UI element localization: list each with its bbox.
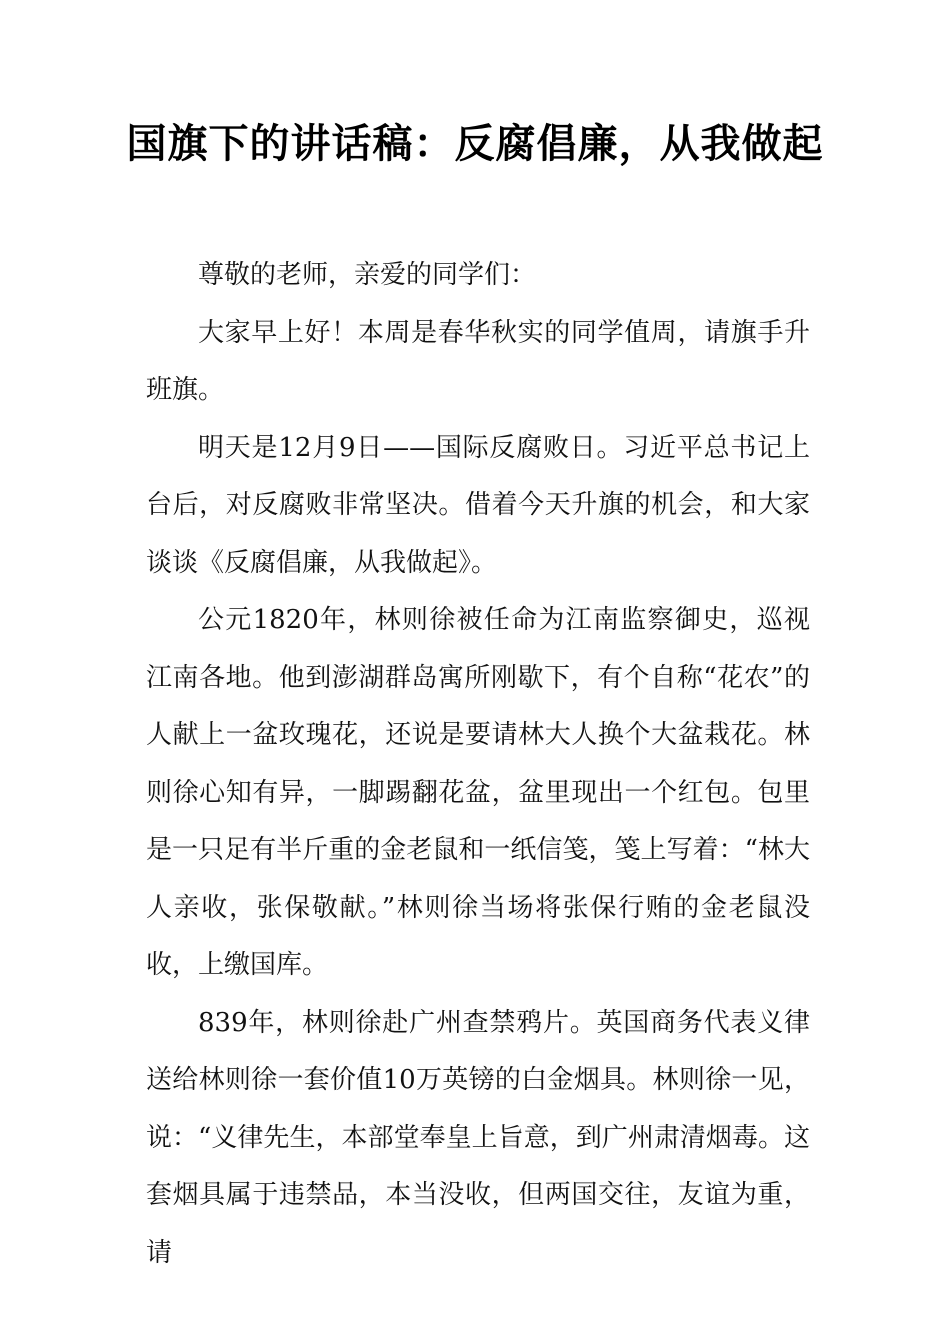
paragraph-salutation: 尊敬的老师，亲爱的同学们：: [198, 260, 537, 290]
paragraph-platinum-pipe-story: 839年，林则徐赴广州查禁鸦片。英国商务代表义律送给林则徐一套价值10万英镑的白金烟具。林则徐一见，说：“义律先生，本部堂奉皇上旨意，到广州肃清烟毒。这套烟具属于违禁品，本当没收，但两国交往，友谊为重，请: [146, 1007, 810, 1268]
paragraph-gold-mouse-story: 公元1820年，林则徐被任命为江南监察御史，巡视江南各地。他到澎湖群岛寓所刚歇下，有个自称“花农”的人献上一盆玫瑰花，还说是要请林大人换个大盆栽花。林则徐心知有异，一脚踢翻花盆，盆里现出一个红包。包里是一只足有半斤重的金老鼠和一纸信笺，笺上写着：“林大人亲收，张保敬献。”林则徐当场将张保行贿的金老鼠没收，上缴国库。: [146, 605, 810, 980]
document-body: [146, 247, 810, 1282]
page-title: 国旗下的讲话稿：反腐倡廉，从我做起: [126, 120, 824, 167]
paragraph-anti-corruption-day: 明天是12月9日——国际反腐败日。习近平总书记上台后，对反腐败非常坚决。借着今天升旗的机会，和大家谈谈《反腐倡廉，从我做起》。: [146, 432, 810, 578]
paragraph-greeting: 大家早上好！本周是春华秋实的同学值周，请旗手升班旗。: [146, 317, 810, 405]
